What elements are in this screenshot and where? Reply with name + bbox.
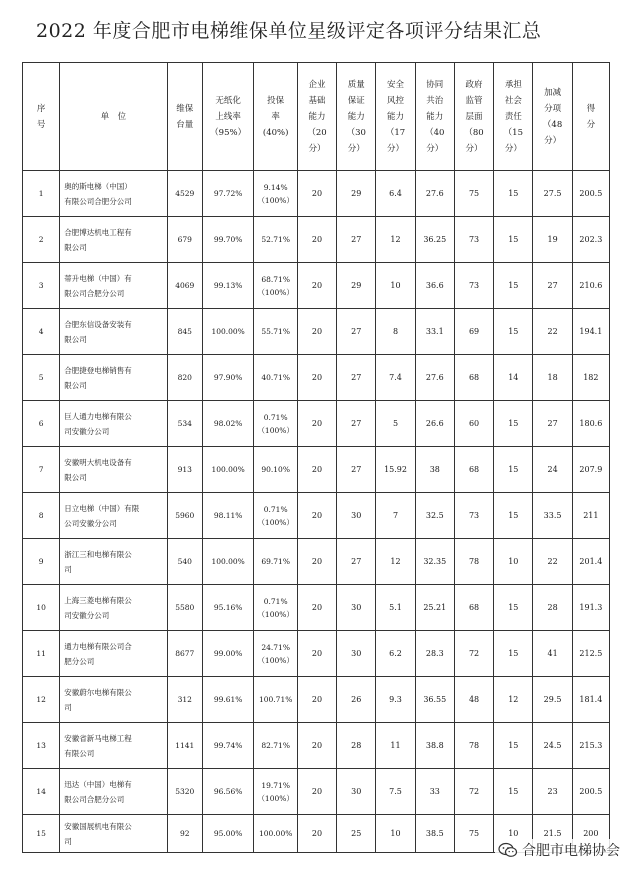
cell-basic: 20: [297, 493, 336, 539]
cell-total: 201.4: [572, 539, 609, 585]
cell-social: 15: [494, 401, 533, 447]
header-total: 得 分: [572, 63, 609, 171]
cell-bonus: 18: [533, 355, 572, 401]
table-row: [23, 677, 610, 723]
cell-paperless: 99.13%: [202, 263, 254, 309]
cell-insured: 0.71% （100%）: [254, 493, 297, 539]
cell-gov-supervision: 78: [454, 723, 493, 769]
header-unit: 单 位: [60, 63, 167, 171]
header-governance: 协同 共治 能力 （40 分）: [415, 63, 454, 171]
cell-bonus: 22: [533, 539, 572, 585]
cell-safety: 12: [376, 217, 415, 263]
cell-maint: 845: [167, 309, 202, 355]
cell-quality: 28: [337, 723, 376, 769]
cell-quality: 30: [337, 769, 376, 815]
cell-insured: 100.00%: [254, 815, 297, 853]
cell-unit: 蒂升电梯（中国）有 限公司合肥分公司: [60, 263, 167, 309]
cell-total: 180.6: [572, 401, 609, 447]
cell-maint: 540: [167, 539, 202, 585]
cell-paperless: 99.74%: [202, 723, 254, 769]
header-row: [23, 63, 610, 171]
cell-bonus: 24: [533, 447, 572, 493]
cell-seq: 6: [23, 401, 60, 447]
cell-governance: 32.5: [415, 493, 454, 539]
table-row: [23, 447, 610, 493]
cell-insured: 68.71% （100%）: [254, 263, 297, 309]
header-seq: 序 号: [23, 63, 60, 171]
cell-maint: 312: [167, 677, 202, 723]
cell-safety: 8: [376, 309, 415, 355]
cell-seq: 13: [23, 723, 60, 769]
cell-quality: 30: [337, 631, 376, 677]
cell-governance: 27.6: [415, 171, 454, 217]
header-bonus: 加减 分项 （48 分）: [533, 63, 572, 171]
cell-seq: 5: [23, 355, 60, 401]
cell-seq: 4: [23, 309, 60, 355]
cell-social: 15: [494, 723, 533, 769]
cell-governance: 28.3: [415, 631, 454, 677]
cell-paperless: 95.00%: [202, 815, 254, 853]
cell-quality: 27: [337, 217, 376, 263]
cell-basic: 20: [297, 723, 336, 769]
cell-seq: 12: [23, 677, 60, 723]
cell-social: 15: [494, 217, 533, 263]
cell-paperless: 95.16%: [202, 585, 254, 631]
cell-unit: 安徽国展机电有限公 司: [60, 815, 167, 853]
table-row: [23, 539, 610, 585]
table-row: [23, 585, 610, 631]
cell-unit: 合肥东信设备安装有 限公司: [60, 309, 167, 355]
cell-bonus: 23: [533, 769, 572, 815]
cell-total: 200: [572, 815, 609, 853]
cell-gov-supervision: 75: [454, 815, 493, 853]
cell-gov-supervision: 68: [454, 585, 493, 631]
cell-basic: 20: [297, 585, 336, 631]
cell-paperless: 100.00%: [202, 309, 254, 355]
cell-maint: 679: [167, 217, 202, 263]
cell-insured: 52.71%: [254, 217, 297, 263]
cell-maint: 5580: [167, 585, 202, 631]
cell-maint: 4529: [167, 171, 202, 217]
cell-safety: 10: [376, 263, 415, 309]
cell-insured: 40.71%: [254, 355, 297, 401]
cell-governance: 36.55: [415, 677, 454, 723]
cell-gov-supervision: 73: [454, 493, 493, 539]
cell-paperless: 99.00%: [202, 631, 254, 677]
cell-maint: 913: [167, 447, 202, 493]
cell-basic: 20: [297, 263, 336, 309]
cell-governance: 25.21: [415, 585, 454, 631]
cell-gov-supervision: 69: [454, 309, 493, 355]
cell-governance: 32.35: [415, 539, 454, 585]
header-insured: 投保 率 (40%): [254, 63, 297, 171]
cell-quality: 30: [337, 493, 376, 539]
cell-gov-supervision: 75: [454, 171, 493, 217]
cell-total: 182: [572, 355, 609, 401]
cell-social: 15: [494, 263, 533, 309]
cell-quality: 26: [337, 677, 376, 723]
cell-safety: 9.3: [376, 677, 415, 723]
cell-total: 212.5: [572, 631, 609, 677]
cell-seq: 8: [23, 493, 60, 539]
cell-total: 210.6: [572, 263, 609, 309]
cell-basic: 20: [297, 309, 336, 355]
table-row: [23, 171, 610, 217]
table-row: [23, 263, 610, 309]
watermark: [495, 839, 623, 861]
cell-seq: 10: [23, 585, 60, 631]
cell-bonus: 41: [533, 631, 572, 677]
cell-basic: 20: [297, 677, 336, 723]
cell-social: 15: [494, 171, 533, 217]
wechat-icon: [498, 842, 518, 858]
cell-insured: 24.71% （100%）: [254, 631, 297, 677]
cell-governance: 36.25: [415, 217, 454, 263]
cell-quality: 27: [337, 401, 376, 447]
cell-social: 15: [494, 309, 533, 355]
cell-basic: 20: [297, 769, 336, 815]
cell-total: 211: [572, 493, 609, 539]
cell-safety: 7.5: [376, 769, 415, 815]
cell-unit: 迅达（中国）电梯有 限公司合肥分公司: [60, 769, 167, 815]
table-row: [23, 217, 610, 263]
cell-basic: 20: [297, 447, 336, 493]
cell-bonus: 19: [533, 217, 572, 263]
cell-seq: 3: [23, 263, 60, 309]
cell-unit: 奥的斯电梯（中国） 有限公司合肥分公司: [60, 171, 167, 217]
table-row: [23, 631, 610, 677]
table-row: [23, 401, 610, 447]
header-quality: 质量 保证 能力 （30 分）: [337, 63, 376, 171]
cell-insured: 69.71%: [254, 539, 297, 585]
cell-social: 12: [494, 677, 533, 723]
cell-governance: 27.6: [415, 355, 454, 401]
cell-quality: 29: [337, 263, 376, 309]
cell-maint: 5960: [167, 493, 202, 539]
cell-governance: 38.8: [415, 723, 454, 769]
cell-insured: 55.71%: [254, 309, 297, 355]
cell-gov-supervision: 48: [454, 677, 493, 723]
table-row: [23, 309, 610, 355]
cell-unit: 巨人通力电梯有限公 司安徽分公司: [60, 401, 167, 447]
cell-bonus: 22: [533, 309, 572, 355]
cell-basic: 20: [297, 539, 336, 585]
cell-social: 14: [494, 355, 533, 401]
cell-gov-supervision: 78: [454, 539, 493, 585]
header-safety: 安全 风控 能力 （17 分）: [376, 63, 415, 171]
cell-governance: 38.5: [415, 815, 454, 853]
table-row: [23, 769, 610, 815]
cell-quality: 27: [337, 539, 376, 585]
cell-safety: 5: [376, 401, 415, 447]
cell-unit: 合肥博达机电工程有 限公司: [60, 217, 167, 263]
cell-governance: 36.6: [415, 263, 454, 309]
cell-seq: 11: [23, 631, 60, 677]
cell-paperless: 99.70%: [202, 217, 254, 263]
cell-quality: 25: [337, 815, 376, 853]
cell-safety: 15.92: [376, 447, 415, 493]
cell-social: 10: [494, 815, 533, 853]
cell-quality: 27: [337, 355, 376, 401]
header-basic: 企业 基础 能力 （20 分）: [297, 63, 336, 171]
cell-bonus: 29.5: [533, 677, 572, 723]
cell-insured: 0.71% （100%）: [254, 401, 297, 447]
cell-social: 15: [494, 631, 533, 677]
cell-maint: 4069: [167, 263, 202, 309]
table-row: [23, 493, 610, 539]
cell-total: 191.3: [572, 585, 609, 631]
cell-maint: 534: [167, 401, 202, 447]
header-maint: 维保 台量: [167, 63, 202, 171]
cell-total: 207.9: [572, 447, 609, 493]
cell-total: 181.4: [572, 677, 609, 723]
cell-safety: 7: [376, 493, 415, 539]
table-row: [23, 355, 610, 401]
cell-basic: 20: [297, 171, 336, 217]
page-title: 2022 年度合肥市电梯维保单位星级评定各项评分结果汇总: [36, 20, 542, 42]
cell-basic: 20: [297, 355, 336, 401]
cell-paperless: 96.56%: [202, 769, 254, 815]
cell-governance: 26.6: [415, 401, 454, 447]
cell-total: 202.3: [572, 217, 609, 263]
cell-bonus: 28: [533, 585, 572, 631]
cell-social: 15: [494, 493, 533, 539]
cell-paperless: 99.61%: [202, 677, 254, 723]
cell-paperless: 98.11%: [202, 493, 254, 539]
cell-insured: 9.14% （100%）: [254, 171, 297, 217]
table-row: [23, 723, 610, 769]
cell-social: 10: [494, 539, 533, 585]
cell-paperless: 100.00%: [202, 539, 254, 585]
cell-safety: 7.4: [376, 355, 415, 401]
cell-insured: 100.71%: [254, 677, 297, 723]
cell-safety: 6.4: [376, 171, 415, 217]
header-gov-supervision: 政府 监管 层面 （80 分）: [454, 63, 493, 171]
cell-bonus: 27: [533, 401, 572, 447]
cell-governance: 33: [415, 769, 454, 815]
cell-seq: 9: [23, 539, 60, 585]
cell-bonus: 33.5: [533, 493, 572, 539]
cell-total: 200.5: [572, 171, 609, 217]
cell-maint: 820: [167, 355, 202, 401]
cell-maint: 8677: [167, 631, 202, 677]
cell-bonus: 27: [533, 263, 572, 309]
cell-unit: 日立电梯（中国）有限 公司安徽分公司: [60, 493, 167, 539]
cell-unit: 上海三菱电梯有限公 司安徽分公司: [60, 585, 167, 631]
cell-bonus: 21.5: [533, 815, 572, 853]
cell-unit: 合肥捷登电梯销售有 限公司: [60, 355, 167, 401]
cell-safety: 11: [376, 723, 415, 769]
cell-basic: 20: [297, 631, 336, 677]
cell-safety: 5.1: [376, 585, 415, 631]
cell-bonus: 27.5: [533, 171, 572, 217]
cell-total: 215.3: [572, 723, 609, 769]
cell-paperless: 97.90%: [202, 355, 254, 401]
cell-total: 200.5: [572, 769, 609, 815]
cell-quality: 27: [337, 447, 376, 493]
cell-unit: 安徽省新马电梯工程 有限公司: [60, 723, 167, 769]
cell-basic: 20: [297, 815, 336, 853]
cell-basic: 20: [297, 401, 336, 447]
cell-maint: 92: [167, 815, 202, 853]
cell-social: 15: [494, 585, 533, 631]
cell-gov-supervision: 73: [454, 263, 493, 309]
header-paperless: 无纸化 上线率 （95%）: [202, 63, 254, 171]
cell-seq: 14: [23, 769, 60, 815]
cell-paperless: 97.72%: [202, 171, 254, 217]
cell-unit: 浙江三和电梯有限公 司: [60, 539, 167, 585]
cell-quality: 30: [337, 585, 376, 631]
cell-bonus: 24.5: [533, 723, 572, 769]
cell-gov-supervision: 68: [454, 447, 493, 493]
cell-insured: 19.71% （100%）: [254, 769, 297, 815]
cell-paperless: 100.00%: [202, 447, 254, 493]
header-social: 承担 社会 责任 （15 分）: [494, 63, 533, 171]
cell-unit: 安徽明大机电设备有 限公司: [60, 447, 167, 493]
cell-insured: 0.71% （100%）: [254, 585, 297, 631]
cell-gov-supervision: 72: [454, 769, 493, 815]
cell-paperless: 98.02%: [202, 401, 254, 447]
cell-seq: 7: [23, 447, 60, 493]
watermark-text: 合肥市电梯协会: [522, 843, 620, 859]
cell-social: 15: [494, 769, 533, 815]
cell-quality: 27: [337, 309, 376, 355]
score-table: [22, 62, 610, 853]
cell-total: 194.1: [572, 309, 609, 355]
cell-seq: 15: [23, 815, 60, 853]
cell-governance: 33.1: [415, 309, 454, 355]
cell-safety: 12: [376, 539, 415, 585]
cell-gov-supervision: 60: [454, 401, 493, 447]
cell-gov-supervision: 72: [454, 631, 493, 677]
cell-seq: 2: [23, 217, 60, 263]
cell-insured: 90.10%: [254, 447, 297, 493]
cell-maint: 5320: [167, 769, 202, 815]
cell-quality: 29: [337, 171, 376, 217]
cell-safety: 10: [376, 815, 415, 853]
cell-basic: 20: [297, 217, 336, 263]
cell-gov-supervision: 68: [454, 355, 493, 401]
cell-safety: 6.2: [376, 631, 415, 677]
cell-seq: 1: [23, 171, 60, 217]
cell-governance: 38: [415, 447, 454, 493]
cell-unit: 通力电梯有限公司合 肥分公司: [60, 631, 167, 677]
cell-maint: 1141: [167, 723, 202, 769]
cell-unit: 安徽蔚尔电梯有限公 司: [60, 677, 167, 723]
cell-insured: 82.71%: [254, 723, 297, 769]
cell-gov-supervision: 73: [454, 217, 493, 263]
cell-social: 15: [494, 447, 533, 493]
